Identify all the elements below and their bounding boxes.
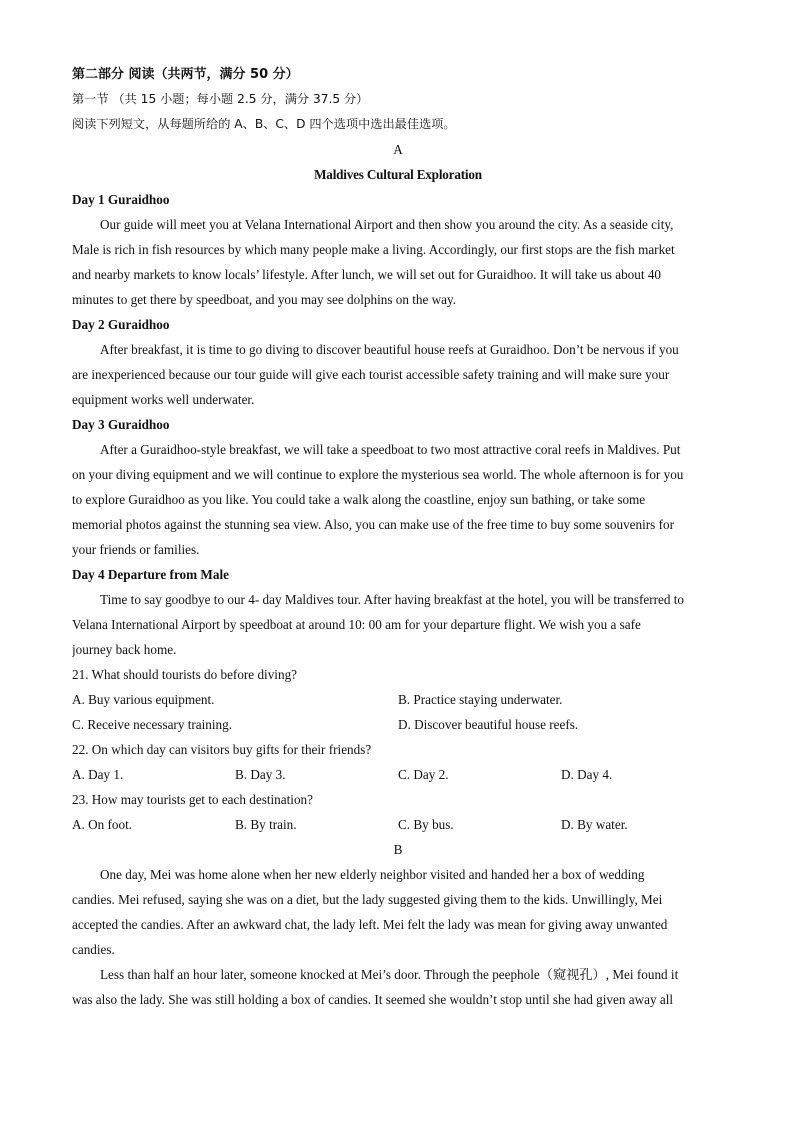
day-heading: Day 4 Departure from Male: [72, 567, 229, 582]
passage-b-body: [72, 862, 724, 1012]
question-stem: 22. On which day can visitors buy gifts for their friends?: [72, 742, 372, 757]
paragraph-line: Velana International Airport by speedboat at around 10: 00 am for your departure flight. We wish you a safe: [72, 617, 641, 632]
options-row: [72, 762, 724, 787]
paragraph-line: candies.: [72, 942, 115, 957]
paragraph-line: One day, Mei was home alone when her new elderly neighbor visited and handed her a box of wedding: [100, 867, 645, 882]
answer-option[interactable]: C. Day 2.: [398, 767, 449, 782]
section-title: 第一节 （共 15 小题；每小题 2.5 分，满分 37.5 分）: [72, 92, 369, 106]
paragraph-line: After a Guraidhoo-style breakfast, we will take a speedboat to two most attractive coral reefs in Maldives. Put: [100, 442, 681, 457]
options-row: [72, 712, 724, 737]
question: [72, 787, 724, 837]
answer-option[interactable]: B. By train.: [235, 817, 297, 832]
answer-option[interactable]: D. By water.: [561, 817, 628, 832]
paragraph-line: Our guide will meet you at Velana International Airport and then show you around the city. As a seaside city,: [100, 217, 674, 232]
day-heading: Day 2 Guraidhoo: [72, 317, 170, 332]
answer-option[interactable]: A. Day 1.: [72, 767, 124, 782]
question: [72, 737, 724, 787]
paragraph-line: accepted the candies. After an awkward chat, the lady left. Mei felt the lady was mean for giving away unwanted: [72, 917, 668, 932]
answer-option[interactable]: C. By bus.: [398, 817, 454, 832]
options-row: [72, 687, 724, 712]
paragraph: [72, 862, 724, 962]
day-heading: Day 1 Guraidhoo: [72, 192, 170, 207]
paragraph-line: candies. Mei refused, saying she was on a diet, but the lady suggested giving them to the kids. Unwillingly, Mei: [72, 892, 663, 907]
paragraph-line: and nearby markets to know locals’ lifestyle. After lunch, we will set out for Guraidhoo. It will take us about 40: [72, 267, 662, 282]
instruction: 阅读下列短文，从每题所给的 A、B、C、D 四个选项中选出最佳选项。: [72, 117, 456, 131]
answer-option[interactable]: A. On foot.: [72, 817, 133, 832]
paragraph-line: memorial photos against the stunning sea view. Also, you can make use of the free time to buy some souvenirs for: [72, 517, 674, 532]
paragraph-line: are inexperienced because our tour guide will give each tourist accessible safety training and will make sure your: [72, 367, 670, 382]
options-row: [72, 812, 724, 837]
passage-b-label: B: [393, 842, 403, 857]
paragraph-line: on your diving equipment and we will continue to explore the mysterious sea world. The whole afternoon is for you: [72, 467, 684, 482]
question-stem: 23. How may tourists get to each destination?: [72, 792, 313, 807]
passage-a-title: Maldives Cultural Exploration: [314, 167, 482, 182]
day-section: [72, 562, 724, 662]
answer-option[interactable]: A. Buy various equipment.: [72, 692, 215, 707]
day-section: [72, 412, 724, 562]
itinerary: [72, 187, 724, 662]
answer-option[interactable]: C. Receive necessary training.: [72, 717, 233, 732]
paragraph-line: your friends or families.: [72, 542, 200, 557]
day-section: [72, 312, 724, 412]
answer-option[interactable]: B. Day 3.: [235, 767, 286, 782]
paragraph-line: minutes to get there by speedboat, and you may see dolphins on the way.: [72, 292, 457, 307]
paragraph-line: Less than half an hour later, someone knocked at Mei’s door. Through the peephole（窥视孔）, Mei found it: [100, 967, 679, 982]
paragraph-line: to explore Guraidhoo as you like. You could take a walk along the coastline, enjoy sun bathing, or take some: [72, 492, 646, 507]
passage-a-label: A: [393, 142, 403, 157]
part-title: 第二部分 阅读（共两节，满分 50 分）: [72, 67, 299, 82]
questions-section: [72, 662, 724, 837]
paragraph-line: Time to say goodbye to our 4- day Maldives tour. After having breakfast at the hotel, you will be transferred to: [100, 592, 685, 607]
answer-option[interactable]: D. Discover beautiful house reefs.: [398, 717, 579, 732]
day-heading: Day 3 Guraidhoo: [72, 417, 170, 432]
question: [72, 662, 724, 737]
exam-page: [72, 62, 724, 1012]
question-stem: 21. What should tourists do before diving?: [72, 667, 298, 682]
paragraph-line: After breakfast, it is time to go diving to discover beautiful house reefs at Guraidhoo. Don’t be nervous if you: [100, 342, 679, 357]
paragraph: [72, 962, 724, 1012]
paragraph-line: Male is rich in fish resources by which many people make a living. Accordingly, our first stops are the fish market: [72, 242, 675, 257]
paragraph-line: was also the lady. She was still holding a box of candies. It seemed she wouldn’t stop until she had given away all: [72, 992, 674, 1007]
day-section: [72, 187, 724, 312]
answer-option[interactable]: B. Practice staying underwater.: [398, 692, 563, 707]
paragraph-line: journey back home.: [72, 642, 177, 657]
answer-option[interactable]: D. Day 4.: [561, 767, 613, 782]
paragraph-line: equipment works well underwater.: [72, 392, 255, 407]
